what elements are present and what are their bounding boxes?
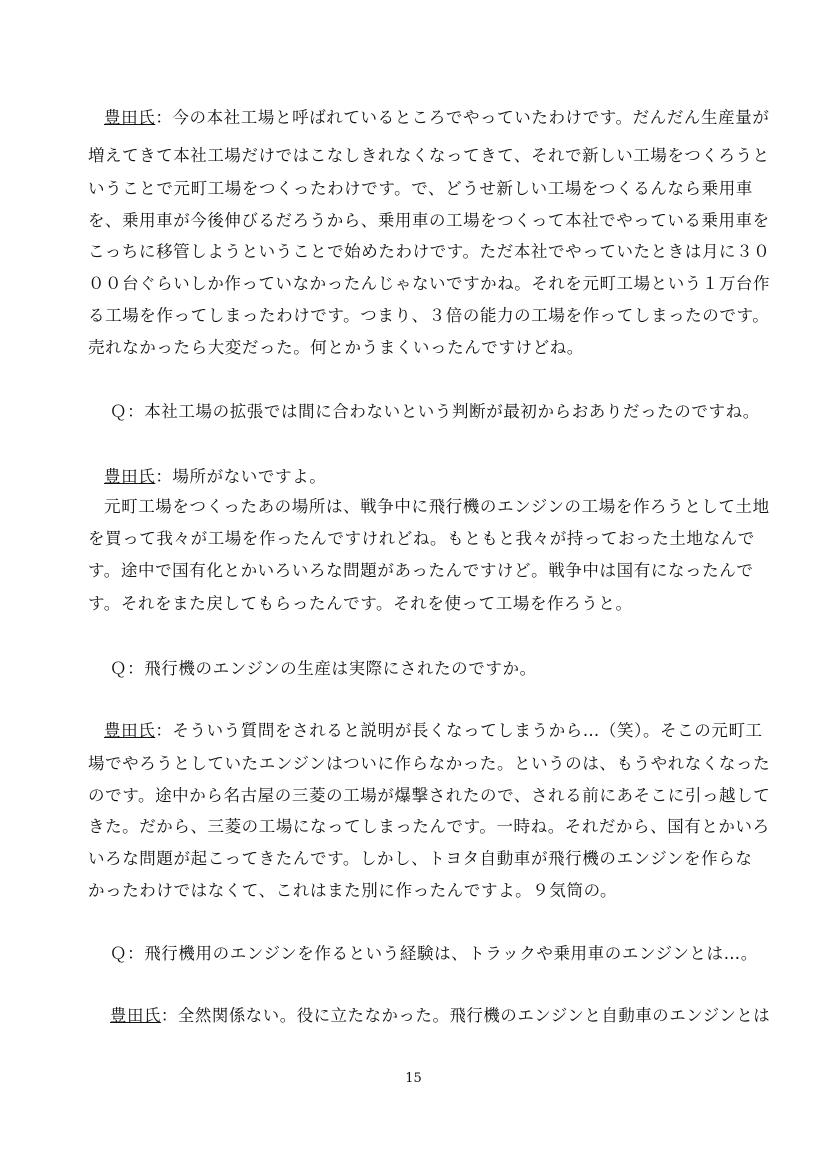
speaker-label: 豊田氏 bbox=[104, 108, 156, 127]
question-line: Ｑ：飛行機のエンジンの生産は実際にされたのですか。 bbox=[110, 659, 537, 678]
text-line: きた。だから、三菱の工場になってしまったんです。一時ね。それだから、国有とかいろ bbox=[88, 817, 770, 836]
text-line: る工場を作ってしまったわけです。つまり、３倍の能力の工場を作ってしまったのです。 bbox=[88, 306, 770, 325]
text-line: す。それをまた戻してもらったんです。それを使って工場を作ろうと。 bbox=[88, 594, 633, 613]
text-line: 元町工場をつくったあの場所は、戦争中に飛行機のエンジンの工場を作ろうとして土地 bbox=[104, 497, 770, 516]
text-line: 豊田氏：全然関係ない。役に立たなかった。飛行機のエンジンと自動車のエンジンとは bbox=[110, 1006, 771, 1025]
speaker-label: 豊田氏 bbox=[104, 467, 156, 486]
text-line: 場でやろうとしていたエンジンはついに作らなかった。というのは、もうやれなくなった bbox=[88, 754, 771, 773]
text-line: いろな問題が起こってきたんです。しかし、トヨタ自動車が飛行機のエンジンを作らな bbox=[88, 849, 753, 868]
page-number: 15 bbox=[405, 1071, 422, 1086]
text-line: かったわけではなくて、これはまた別に作ったんですよ。９気筒の。 bbox=[88, 881, 618, 900]
text-line: 豊田氏：場所がないですよ。 bbox=[104, 467, 327, 486]
speaker-label: 豊田氏 bbox=[104, 721, 156, 740]
text-line: ００台ぐらいしか作っていなかったんじゃないですかね。それを元町工場という１万台作 bbox=[88, 274, 771, 293]
text-line: こっちに移管しようということで始めたわけです。ただ本社でやっていたときは月に３０ bbox=[88, 242, 771, 261]
text-line: 売れなかったら大変だった。何とかうまくいったんですけどね。 bbox=[88, 338, 584, 357]
text-line: す。途中で国有化とかいろいろな問題があったんですけど。戦争中は国有になったんで bbox=[88, 561, 754, 580]
question-line: Ｑ：本社工場の拡張では間に合わないという判断が最初からおありだったのですね。 bbox=[110, 402, 760, 421]
text-line: 豊田氏：今の本社工場と呼ばれているところでやっていたわけです。だんだん生産量が bbox=[104, 108, 770, 127]
text-line: 豊田氏：そういう質問をされると説明が長くなってしまうから…（笑）。そこの元町工 bbox=[104, 721, 763, 740]
text-line: のです。途中から名古屋の三菱の工場が爆撃されたので、される前にあそこに引っ越して bbox=[88, 786, 771, 805]
text-line: いうことで元町工場をつくったわけです。で、どうせ新しい工場をつくるんなら乗用車 bbox=[88, 179, 753, 198]
speaker-label: 豊田氏 bbox=[110, 1006, 161, 1025]
question-line: Ｑ：飛行機用のエンジンを作るという経験は、トラックや乗用車のエンジンとは…。 bbox=[110, 944, 758, 963]
text-line: 増えてきて本社工場だけではこなしきれなくなってきて、それで新しい工場をつくろうと bbox=[88, 146, 770, 165]
text-line: を、乗用車が今後伸びるだろうから、乗用車の工場をつくって本社でやっている乗用車を bbox=[88, 211, 770, 230]
text-line: を買って我々が工場を作ったんですけれどね。もともと我々が持っておった土地なんで bbox=[88, 529, 755, 548]
